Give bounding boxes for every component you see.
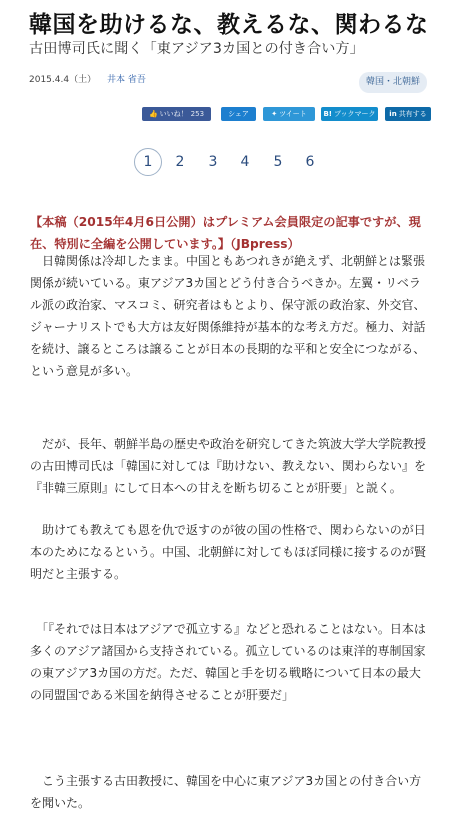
facebook-like-label: いいね！ [159, 110, 188, 118]
body-paragraph-2: だが、長年、朝鮮半島の歴史や政治を研究してきた筑波大学大学院教授の古田博司氏は「韓国に対しては『助けない、教えない、関わらない』を『非韓三原則』にして日本への甘えを断ち切ることが肝要」と説く。 [30, 437, 427, 495]
page-2-link[interactable]: 2 [175, 154, 185, 170]
linkedin-share-button[interactable] [385, 107, 431, 121]
body-paragraph-3: 助けても教えても恩を仇で返すのが彼の国の性格で、関わらないのが日本のためになるという。中国、北朝鮮に対してもほぼ同様に接するのが賢明だと主張する。 [30, 523, 427, 581]
hatena-b-icon: B! [323, 110, 332, 118]
premium-notice: 【本稿（2015年4月6日公開）はプレミアム会員限定の記事ですが、現在、特別に全編を公開しています。】（JBpress） [30, 215, 421, 251]
article-subtitle: 古田博司氏に聞く「東アジア3カ国との付き合い方」 [29, 41, 364, 57]
body-paragraph-5: こう主張する古田教授に、韓国を中心に東アジア3カ国との付き合い方を聞いた。 [30, 774, 422, 810]
facebook-like-button[interactable] [142, 107, 211, 121]
page-5-link[interactable]: 5 [273, 154, 283, 170]
thumbs-up-icon: 👍 [148, 110, 158, 118]
article-author[interactable]: 井本 省吾 [106, 75, 146, 85]
body-paragraph-1: 日韓関係は冷却したまま。中国ともあつれきが絶えず、北朝鮮とは緊張関係が続いている。東アジア3カ国とどう付き合うべきか。左翼・リベラル派の政治家、マスコミ、研究者はもとより、保守派の政治家、外交官、ジャーナリストでも大方は友好関係維持が基本的な考え方だ。極力、対話を続け、譲るところは譲ることが日本の長期的な平和と安全につながる、という意見が多い。 [30, 254, 426, 378]
hatena-bookmark-button[interactable] [321, 107, 378, 121]
linkedin-icon: in [389, 110, 397, 118]
hatena-bookmark-label: ブックマーク [334, 110, 376, 118]
share-button[interactable]: シェア [221, 107, 256, 121]
page-4-link[interactable]: 4 [240, 154, 250, 170]
tweet-label: ツイート [279, 110, 307, 118]
category-tag[interactable]: 韓国・北朝鮮 [359, 72, 427, 93]
tweet-button[interactable] [263, 107, 315, 121]
article-title: 韓国を助けるな、教えるな、関わるな [29, 12, 429, 38]
quote-paragraph: 「『それでは日本はアジアで孤立する』などと恐れることはない。日本は多くのアジア諸国から支持されている。孤立しているのは東洋的専制国家の東アジア3カ国の方だ。ただ、韓国と手を切る戦略について日本の最大の同盟国である米国を納得させることが肝要だ」 [30, 622, 426, 702]
facebook-like-count: 253 [190, 110, 205, 118]
linkedin-share-label: 共有する [398, 110, 427, 118]
page-6-link[interactable]: 6 [305, 154, 315, 170]
page-3-link[interactable]: 3 [208, 154, 218, 170]
twitter-bird-icon: ✦ [271, 110, 278, 118]
article-date: 2015.4.4（土） [29, 75, 97, 85]
article-meta [29, 72, 146, 85]
page-1-link[interactable]: 1 [134, 148, 162, 176]
